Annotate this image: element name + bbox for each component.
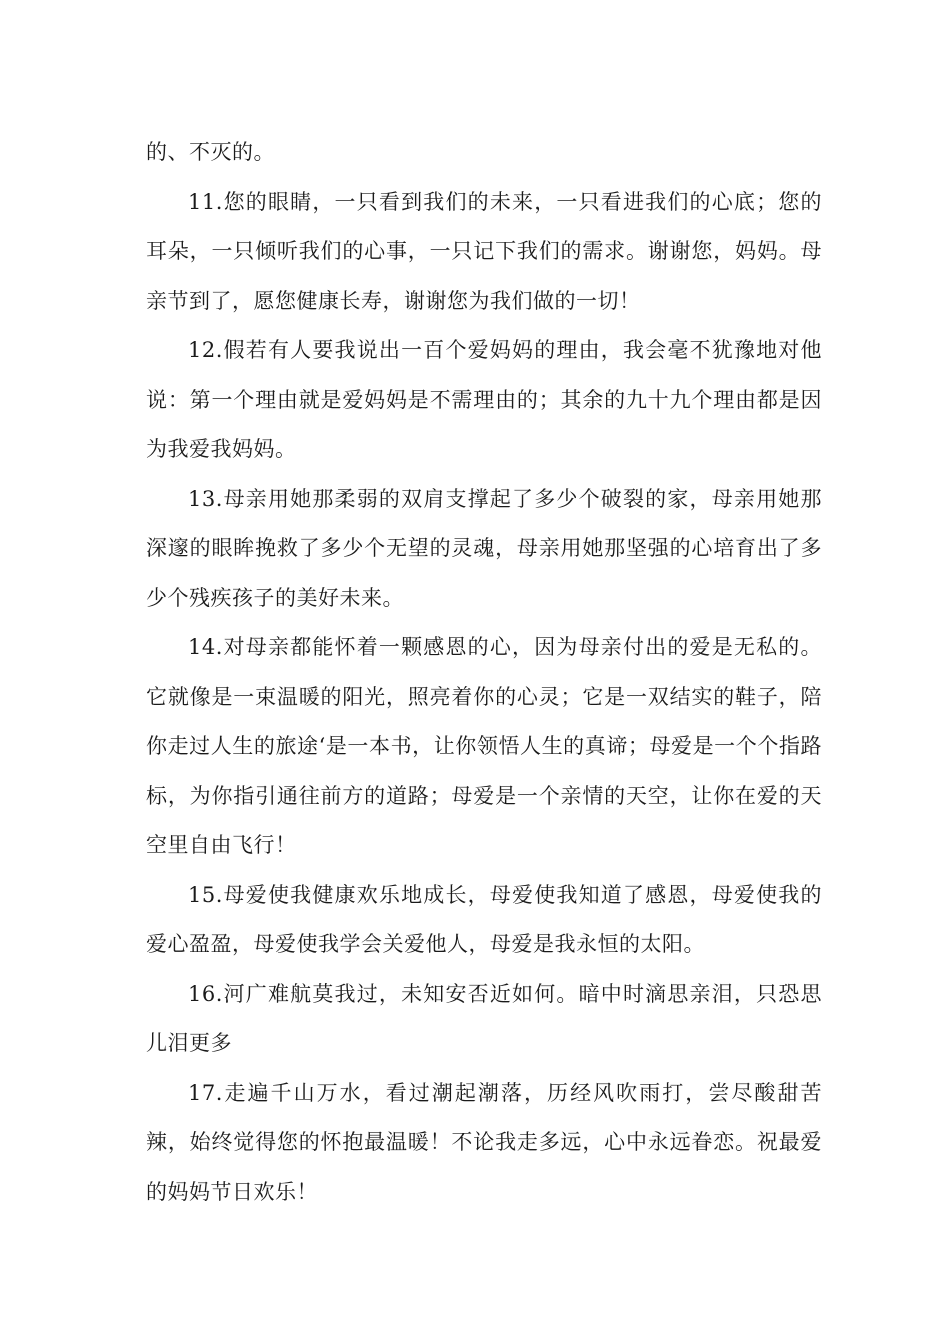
paragraph-item-16: 16.河广难航莫我过，未知安否近如何。暗中时滴思亲泪，只恐思儿泪更多	[146, 981, 822, 1055]
paragraph-item-14: 14.对母亲都能怀着一颗感恩的心，因为母亲付出的爱是无私的。它就像是一束温暖的阳光，照亮着你的心灵；它是一双结实的鞋子，陪你走过人生的旅途‘是一本书，让你领悟人生的真谛；母爱是一个个指路标，为你指引通往前方的道路；母爱是一个亲情的天空，让你在爱的天空里自由飞行！	[146, 635, 822, 857]
document-body	[146, 128, 822, 1217]
paragraph-item-15: 15.母爱使我健康欢乐地成长，母爱使我知道了感恩，母爱使我的爱心盈盈，母爱使我学会关爱他人，母爱是我永恒的太阳。	[146, 882, 822, 956]
paragraph-item-12: 12.假若有人要我说出一百个爱妈妈的理由，我会毫不犹豫地对他说：第一个理由就是爱妈妈是不需理由的；其余的九十九个理由都是因为我爱我妈妈。	[146, 338, 822, 461]
paragraph-item-17: 17.走遍千山万水，看过潮起潮落，历经风吹雨打，尝尽酸甜苦辣，始终觉得您的怀抱最温暖！不论我走多远，心中永远眷恋。祝最爱的妈妈节日欢乐！	[146, 1080, 822, 1204]
paragraph-item-11: 11.您的眼睛，一只看到我们的未来，一只看进我们的心底；您的耳朵，一只倾听我们的心事，一只记下我们的需求。谢谢您，妈妈。母亲节到了，愿您健康长寿，谢谢您为我们做的一切！	[146, 189, 822, 313]
paragraph-continuation: 的、不灭的。	[146, 140, 275, 164]
paragraph-item-13: 13.母亲用她那柔弱的双肩支撑起了多少个破裂的家，母亲用她那深邃的眼眸挽救了多少个无望的灵魂，母亲用她那坚强的心培育出了多少个残疾孩子的美好未来。	[146, 486, 822, 610]
